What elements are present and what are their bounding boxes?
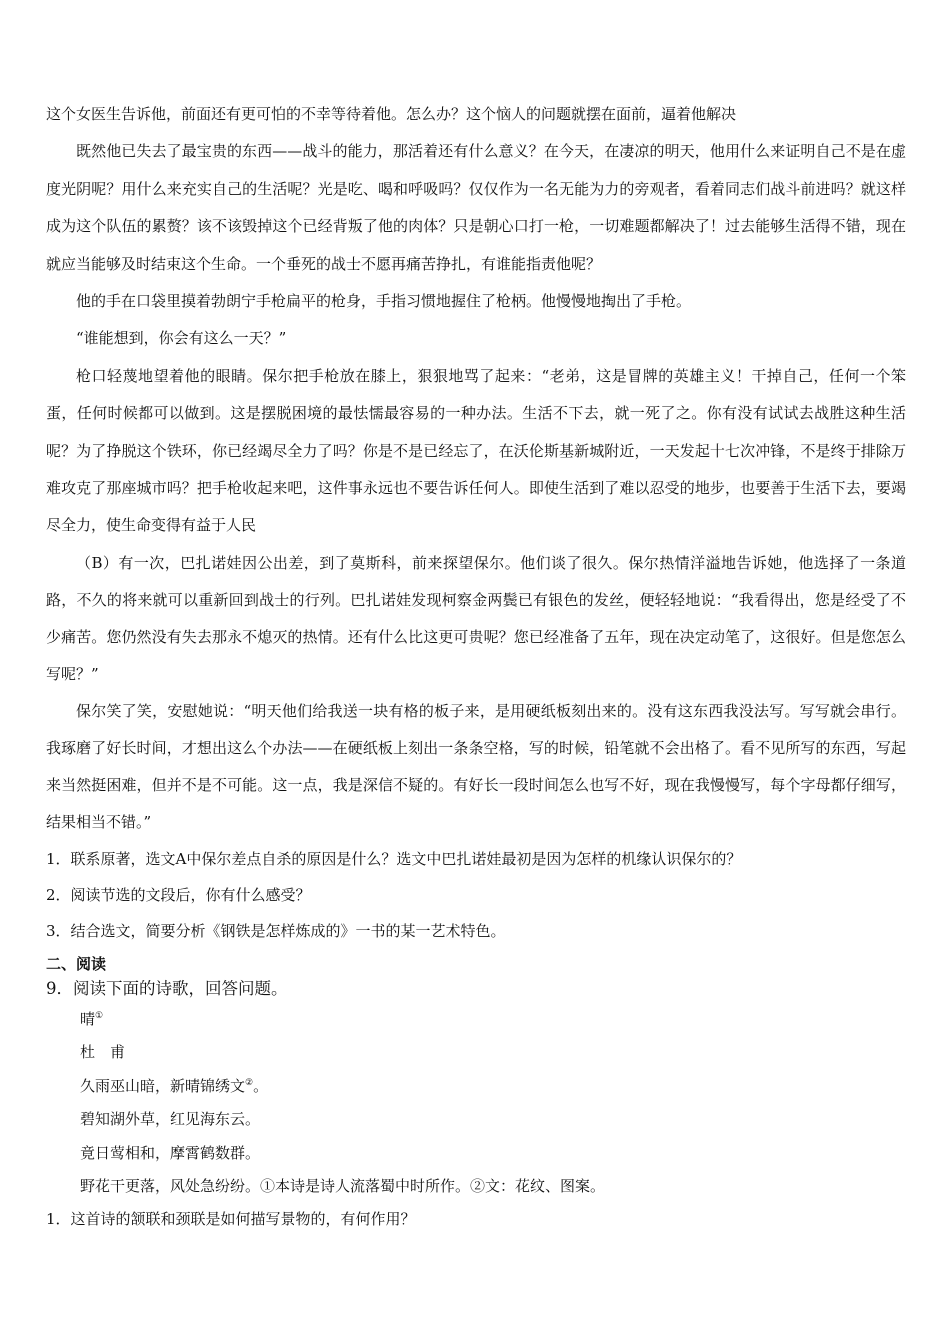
passage-a-paragraph: 既然他已失去了最宝贵的东西——战斗的能力，那活着还有什么意义？在今天，在凄凉的明天，他用什么来证明自己不是在虚度光阴呢？用什么来充实自己的生活呢？光是吃、喝和呼吸吗？仅仅作为一名无能为力的旁观者，看着同志们战斗前进吗？就这样成为这个队伍的累赘？该不该毁掉这个已经背叛了他的肉体？只是朝心口打一枪，一切难题都解决了！过去能够生活得不错，现在就应当能够及时结束这个生命。一个垂死的战士不愿再痛苦挣扎，有谁能指责他呢？ <box>46 142 906 273</box>
poem-title: 晴① <box>80 1009 104 1028</box>
question-item: 3．结合选文，简要分析《钢铁是怎样炼成的》一书的某一艺术特色。 <box>46 921 506 940</box>
question-item: 1．联系原著，选文A中保尔差点自杀的原因是什么？选文中巴扎诺娃最初是因为怎样的机缘认识保尔的？ <box>46 849 742 868</box>
passage-a-paragraph: 枪口轻蔑地望着他的眼睛。保尔把手枪放在膝上，狠狠地骂了起来：“老弟，这是冒牌的英雄主义！干掉自己，任何一个笨蛋，任何时候都可以做到。这是摆脱困境的最怯懦最容易的一种办法。生活不下去，就一死了之。你有没有试试去战胜这种生活呢？为了挣脱这个铁环，你已经竭尽全力了吗？你是不是已经忘了，在沃伦斯基新城附近，一天发起十七次冲锋，不是终于排除万难攻克了那座城市吗？把手枪收起来吧，这件事永远也不要告诉任何人。即使生活到了难以忍受的地步，也要善于生活下去，要竭尽全力，使生命变得有益于人民 <box>46 366 906 535</box>
poem-line: 久雨巫山暗，新晴锦绣文②。 <box>80 1076 269 1095</box>
question-item: 1．这首诗的颔联和颈联是如何描写景物的，有何作用？ <box>46 1209 416 1228</box>
passage-b-paragraph: 保尔笑了笑，安慰她说：“明天他们给我送一块有格的板子来，是用硬纸板刻出来的。没有这东西我没法写。写写就会串行。我琢磨了好长时间，才想出这么个办法——在硬纸板上刻出一条条空格，写的时候，铅笔就不会出格了。看不见所写的东西，写起来当然挺困难，但并不是不可能。这一点，我是深信不疑的。有好长一段时间怎么也写不好，现在我慢慢写，每个字母都仔细写，结果相当不错。” <box>46 701 906 831</box>
poem-line: 野花干更落，风处急纷纷。①本诗是诗人流落蜀中时所作。②文：花纹、图案。 <box>80 1177 606 1196</box>
poem-line: 竟日莺相和，摩霄鹤数群。 <box>80 1143 261 1162</box>
passage-a-quote: “谁能想到，你会有这么一天？” <box>76 329 287 348</box>
poem-line: 碧知湖外草，红见海东云。 <box>80 1110 261 1129</box>
question-9-prompt: 9．阅读下面的诗歌，回答问题。 <box>46 978 288 998</box>
footnote-mark: ② <box>245 1077 254 1088</box>
footnote-mark: ① <box>95 1010 104 1021</box>
passage-a-paragraph: 这个女医生告诉他，前面还有更可怕的不幸等待着他。怎么办？这个恼人的问题就摆在面前，逼着他解决 <box>46 105 737 123</box>
poem <box>46 1003 906 1204</box>
question-item: 2．阅读节选的文段后，你有什么感受？ <box>46 885 311 904</box>
poem-author: 杜 甫 <box>80 1043 126 1062</box>
section-heading: 二、阅读 <box>46 954 107 973</box>
passage-b-paragraph: （B）有一次，巴扎诺娃因公出差，到了莫斯科，前来探望保尔。他们谈了很久。保尔热情洋溢地告诉她，他选择了一条道路，不久的将来就可以重新回到战士的行列。巴扎诺娃发现柯察金两鬓已有银色的发丝，便轻轻地说：“我看得出，您是经受了不少痛苦。您仍然没有失去那永不熄灭的热情。还有什么比这更可贵呢？您已经准备了五年，现在决定动笔了，这很好。但是您怎么写呢？” <box>46 553 906 683</box>
document-page <box>46 96 906 1234</box>
passage-a-paragraph: 他的手在口袋里摸着勃朗宁手枪扁平的枪身，手指习惯地握住了枪柄。他慢慢地掏出了手枪。 <box>76 292 692 311</box>
